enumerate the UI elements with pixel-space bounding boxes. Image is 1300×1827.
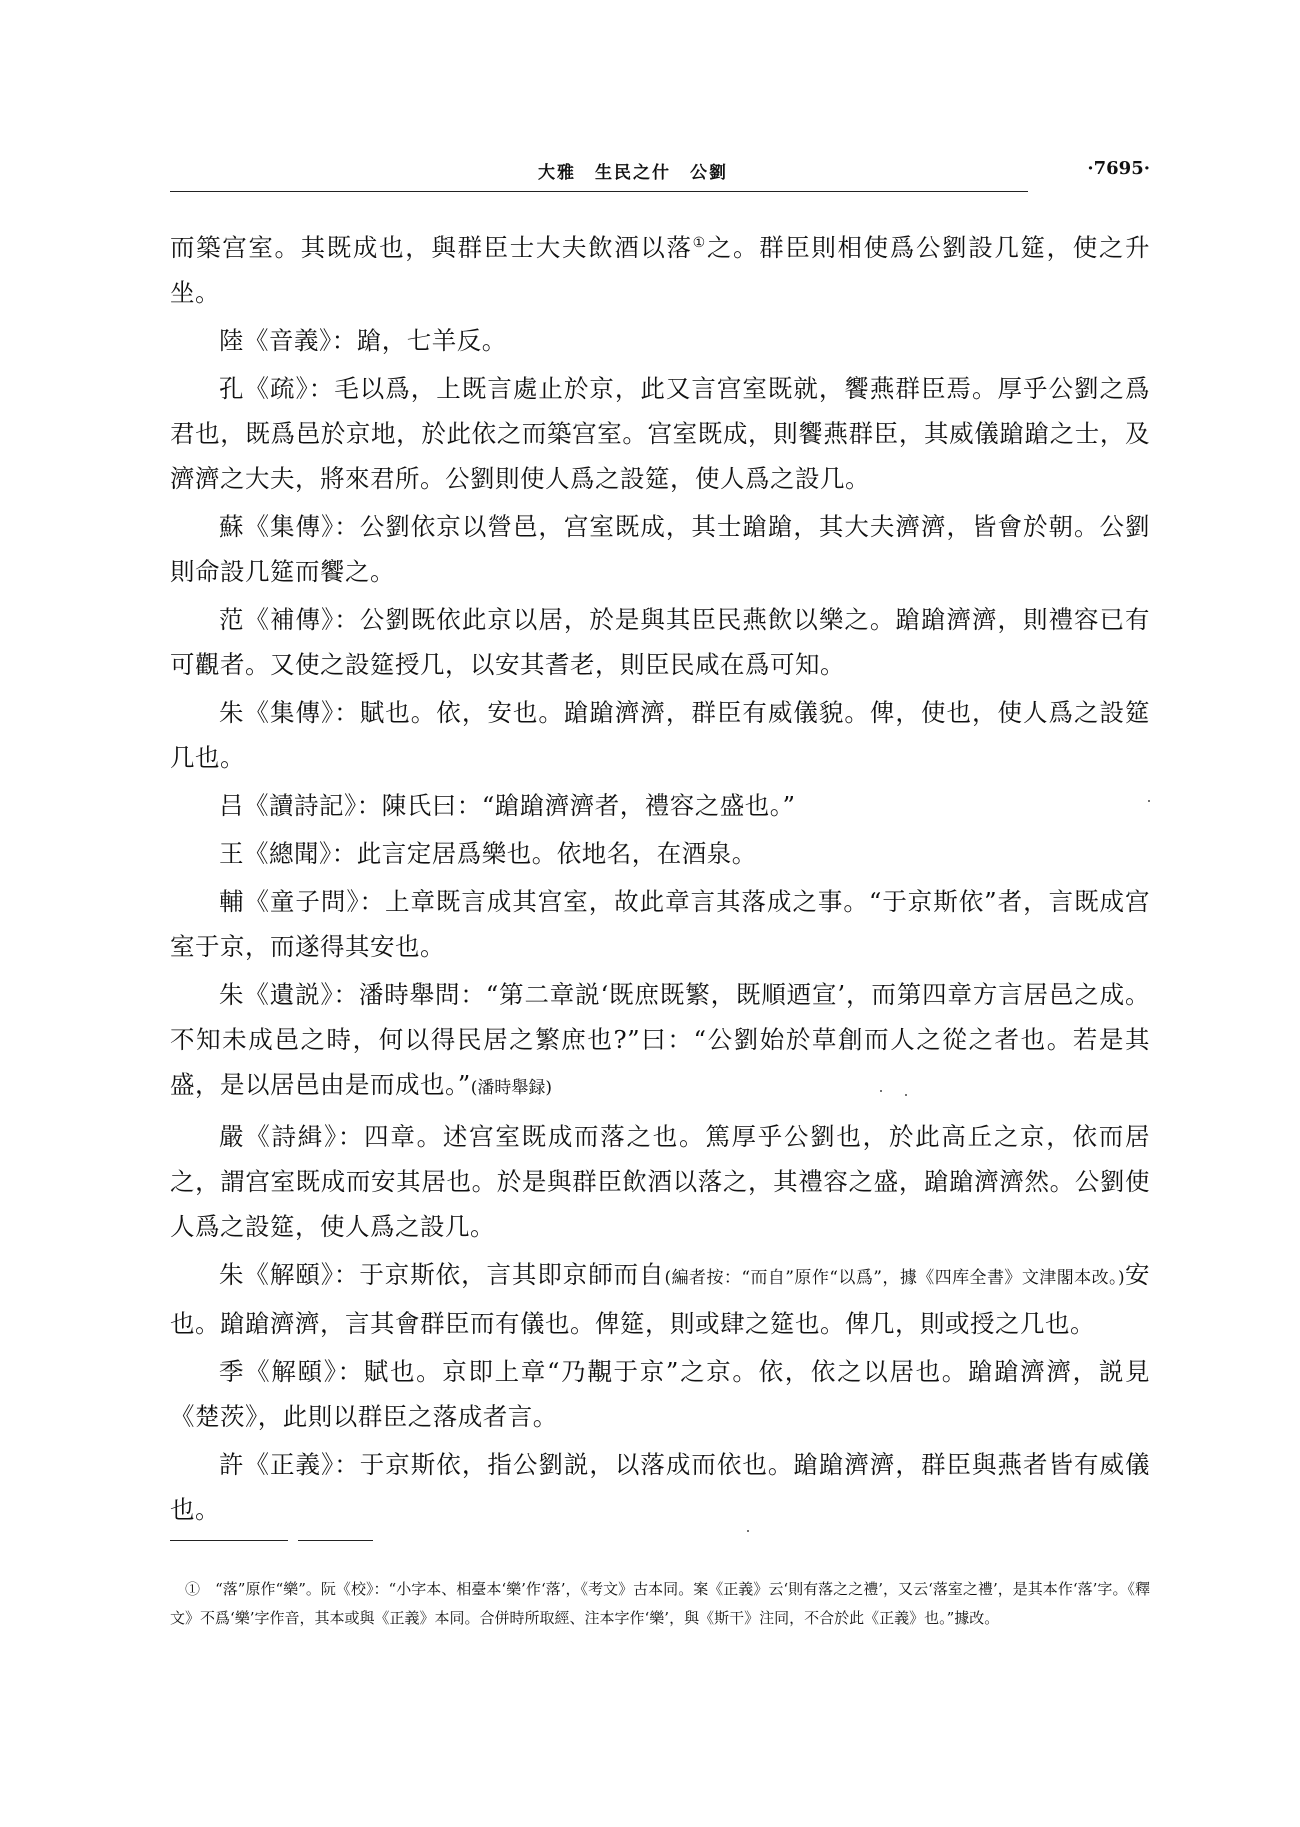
paragraph-ji-jieyi: 季《解頤》：賦也。京即上章“乃覯于京”之京。依，依之以居也。蹌蹌濟濟，説見《楚茨》，此則以群臣之落成者言。 [170, 1357, 1150, 1431]
running-title: 大雅 生民之什 公劉 [538, 163, 728, 183]
footnote-rule-left [170, 1540, 288, 1541]
footnote-rule-right [298, 1540, 373, 1541]
paragraph-1-text: 之。群臣則相使爲公劉設几筵，使之升坐。 [170, 233, 1150, 307]
footnote-ref[interactable]: ① [692, 234, 707, 251]
scan-speck [880, 1090, 882, 1092]
paragraph-zhu-jizhuan: 朱《集傳》：賦也。依，安也。蹌蹌濟濟，群臣有威儀貌。俾，使也，使人爲之設筵几也。 [170, 698, 1150, 772]
footnote [170, 1575, 1150, 1633]
scan-speck [747, 1530, 749, 1532]
paragraph-lu-yinyi: 陸《音義》：蹌，七羊反。 [219, 326, 507, 355]
page-number: ·7695· [1087, 158, 1150, 179]
paragraph-fan-buzhuan: 范《補傳》：公劉既依此京以居，於是與其臣民燕飲以樂之。蹌蹌濟濟，則禮容已有可觀者。又使之設筵授几，以安其耆老，則臣民咸在爲可知。 [170, 605, 1150, 679]
paragraph-wang-zongwen: 王《總聞》：此言定居爲樂也。依地名，在酒泉。 [219, 839, 757, 868]
paragraph-zhu-yishuo-text: 朱《遺説》：潘時舉問：“第二章説‘既庶既繁，既順迺宣’，而第四章方言居邑之成。不知未成邑之時，何以得民居之繁庶也?”曰：“公劉始於草創而人之從之者也。若是其盛，是以居邑由是而成也。” [170, 980, 1150, 1099]
scan-speck [905, 1094, 907, 1096]
paragraph-zhu-jieyi-text: 安也。蹌蹌濟濟，言其會群臣而有儀也。俾筵，則或肆之筵也。俾几，則或授之几也。 [170, 1260, 1151, 1338]
header-rule [170, 191, 1028, 192]
paragraph-zhu-yishuo-note: (潘時舉録) [470, 1078, 553, 1098]
editor-note: (編者按：“而自”原作“以爲”，據《四库全書》文津閣本改。) [664, 1268, 1125, 1288]
footnote-text: “落”原作“樂”。阮《校》：“小字本、相臺本‘樂’作‘落’，《考文》古本同。案《正義》云‘則有落之之禮’，又云‘落室之禮’，是其本作‘落’字。《釋文》不爲‘樂’字作音，其本或與《正義》本同。合併時所取經、注本字作‘樂’，與《斯干》注同，不合於此《正義》也。”據改。 [170, 1580, 1150, 1627]
paragraph-kong-shu: 孔《疏》：毛以爲，上既言處止於京，此又言宫室既就，饗燕群臣焉。厚乎公劉之爲君也，既爲邑於京地，於此依之而築宫室。宫室既成，則饗燕群臣，其威儀蹌蹌之士，及濟濟之大夫，將來君所。公劉則使人爲之設筵，使人爲之設几。 [170, 374, 1150, 493]
footnote-mark: ① [185, 1580, 201, 1598]
paragraph-zhu-jieyi [170, 1252, 1150, 1346]
scan-speck [1148, 800, 1150, 802]
main-text [170, 225, 1150, 1535]
paragraph-su-jizhuan: 蘇《集傳》：公劉依京以營邑，宫室既成，其士蹌蹌，其大夫濟濟，皆會於朝。公劉則命設几筵而饗之。 [170, 512, 1150, 586]
paragraph-xu-zhengyi: 許《正義》：于京斯依，指公劉説，以落成而依也。蹌蹌濟濟，群臣與燕者皆有威儀也。 [170, 1450, 1150, 1524]
paragraph-lv-dushiji: 吕《讀詩記》：陳氏曰：“蹌蹌濟濟者，禮容之盛也。” [219, 791, 796, 820]
paragraph-fu-tongziwen: 輔《童子問》：上章既言成其宫室，故此章言其落成之事。“于京斯依”者，言既成宫室于京，而遂得其安也。 [170, 887, 1150, 961]
paragraph-1-lead: 而築宫室。其既成也，與群臣士大夫飲酒以落 [170, 233, 693, 262]
paragraph-zhu-jieyi-lead: 朱《解頤》：于京斯依，言其即京師而自 [219, 1260, 665, 1289]
paragraph-zhu-yishuo [170, 972, 1150, 1111]
running-header [170, 158, 1150, 192]
paragraph-1 [170, 225, 1150, 315]
paragraph-yan-shiji: 嚴《詩緝》：四章。述宫室既成而落之也。篤厚乎公劉也，於此高丘之京，依而居之，謂宫室既成而安其居也。於是與群臣飲酒以落之，其禮容之盛，蹌蹌濟濟然。公劉使人爲之設筵，使人爲之設几。 [170, 1122, 1150, 1241]
